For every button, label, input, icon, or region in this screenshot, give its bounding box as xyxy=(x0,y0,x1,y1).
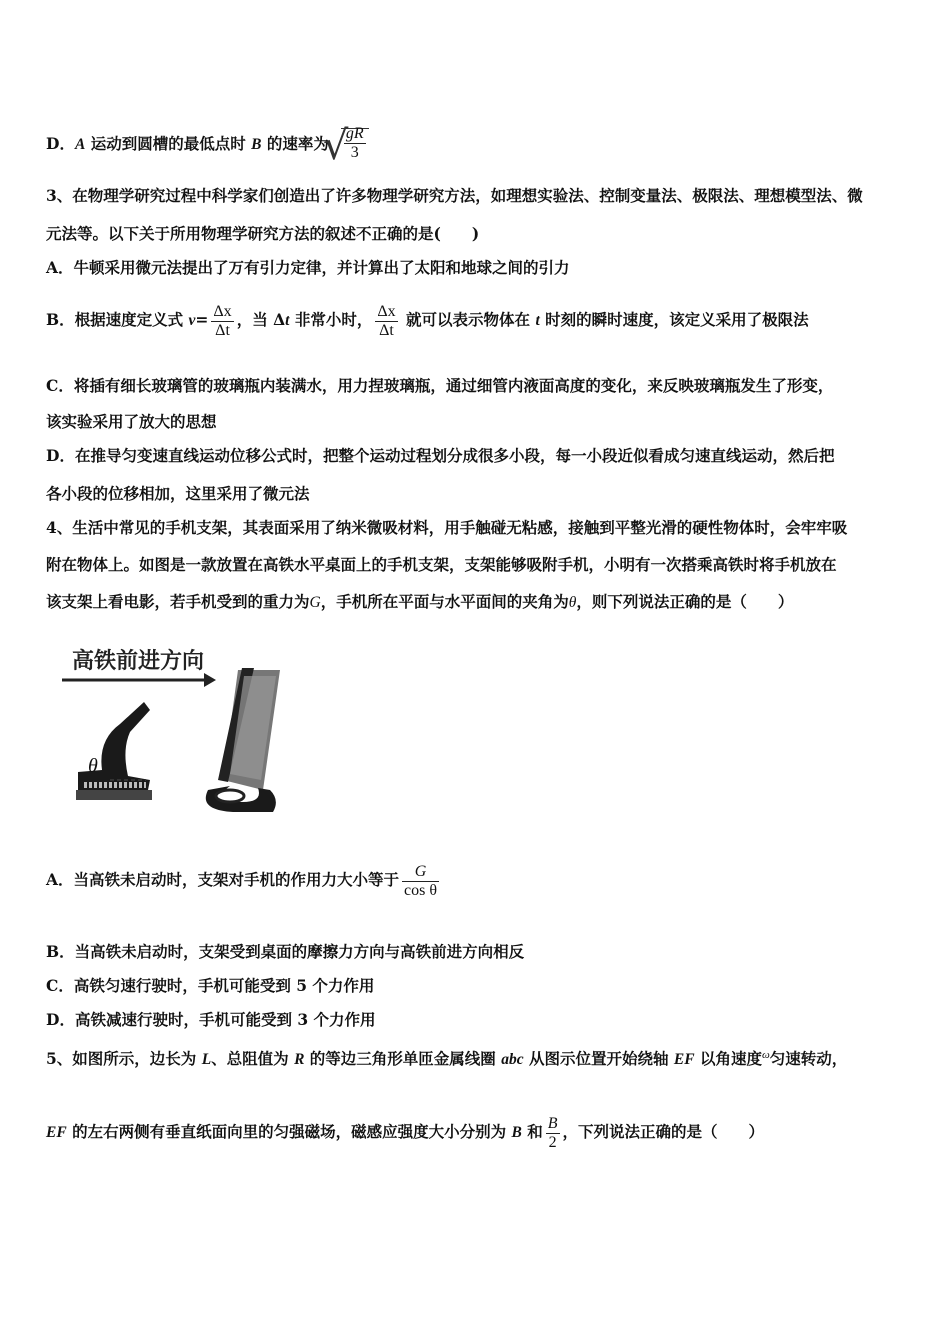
q3-stem-line2: 元法等。以下关于所用物理学研究方法的叙述不正确的是( ) xyxy=(46,224,480,243)
sqrt-expression: √ $\frac{gR}{3}$ xyxy=(333,128,369,162)
fraction: $\frac{\Delta x}{\Delta t}$ xyxy=(377,302,396,339)
q3-option-b: B．根据速度定义式 v= $\frac{\Delta x}{\Delta t}$ ，当 Δt 非常小时， $\frac{\Delta x}{\Delta t}$ 就可以表示物体在 t 时刻的瞬时速度，该定义采用了极限法 xyxy=(46,302,809,339)
q5-stem-line2: EF 的左右两侧有垂直纸面向里的匀强磁场，磁感应强度大小分别为 B 和 $\frac{B}{2}$ ，下列说法正确的是（ ） xyxy=(46,1114,765,1151)
fraction: $\frac{B}{2}$ xyxy=(547,1114,558,1151)
q4-option-c: C．高铁匀速行驶时，手机可能受到 5 个力作用 xyxy=(46,976,375,995)
q4-option-a: A．当高铁未启动时，支架对手机的作用力大小等于 $\frac{G}{\text{cos θ}}$ xyxy=(46,862,438,899)
q3-option-c-line1: C．将插有细长玻璃管的玻璃瓶内装满水，用力捏玻璃瓶，通过细管内液面高度的变化，来反映玻璃瓶发生了形变， xyxy=(46,376,834,395)
q4-stem-line2: 附在物体上。如图是一款放置在高铁水平桌面上的手机支架，支架能够吸附手机，小明有一次搭乘高铁时将手机放在 xyxy=(46,555,837,574)
q3-option-d-line2: 各小段的位移相加，这里采用了微元法 xyxy=(46,484,310,503)
q4-option-d: D．高铁减速行驶时，手机可能受到 3 个力作用 xyxy=(46,1010,376,1029)
figure-caption: 高铁前进方向 xyxy=(72,649,205,674)
q4-option-b: B．当高铁未启动时，支架受到桌面的摩擦力方向与高铁前进方向相反 xyxy=(46,942,525,961)
q3-option-a: A．牛顿采用微元法提出了万有引力定律，并计算出了太阳和地球之间的引力 xyxy=(46,258,570,277)
q4-stem-line3: 该支架上看电影，若手机受到的重力为G，手机所在平面与水平面间的夹角为θ，则下列说法正确的是（ ） xyxy=(46,592,794,611)
q5-stem-line1: 5、如图所示，边长为 L、总阻值为 R 的等边三角形单匝金属线圈 abc 从图示位置开始绕轴 EF 以角速度$^\omega$匀速转动， xyxy=(46,1049,848,1069)
q3-stem-line1: 3、在物理学研究过程中科学家们创造出了许多物理学研究方法，如理想实验法、控制变量法、极限法、理想模型法、微 xyxy=(46,186,863,205)
figure-theta-label: θ xyxy=(88,755,98,777)
fraction: $\frac{\Delta x}{\Delta t}$ xyxy=(213,302,232,339)
q3-option-c-line2: 该实验采用了放大的思想 xyxy=(46,412,217,431)
fraction: $\frac{G}{\text{cos θ}}$ xyxy=(404,862,438,899)
phone-holder-figure xyxy=(58,640,288,820)
holder-drawing xyxy=(58,640,288,820)
q4-stem-line1: 4、生活中常见的手机支架，其表面采用了纳米微吸材料，用手触碰无粘感，接触到平整光滑的硬性物体时，会牢牢吸 xyxy=(46,518,848,537)
prev-option-d: D．A 运动到圆槽的最低点时 B 的速率为 √ $\frac{gR}{3}$ xyxy=(46,128,910,162)
q3-option-d-line1: D．在推导匀变速直线运动位移公式时，把整个运动过程划分成很多小段，每一小段近似看成匀速直线运动，然后把 xyxy=(46,446,835,465)
